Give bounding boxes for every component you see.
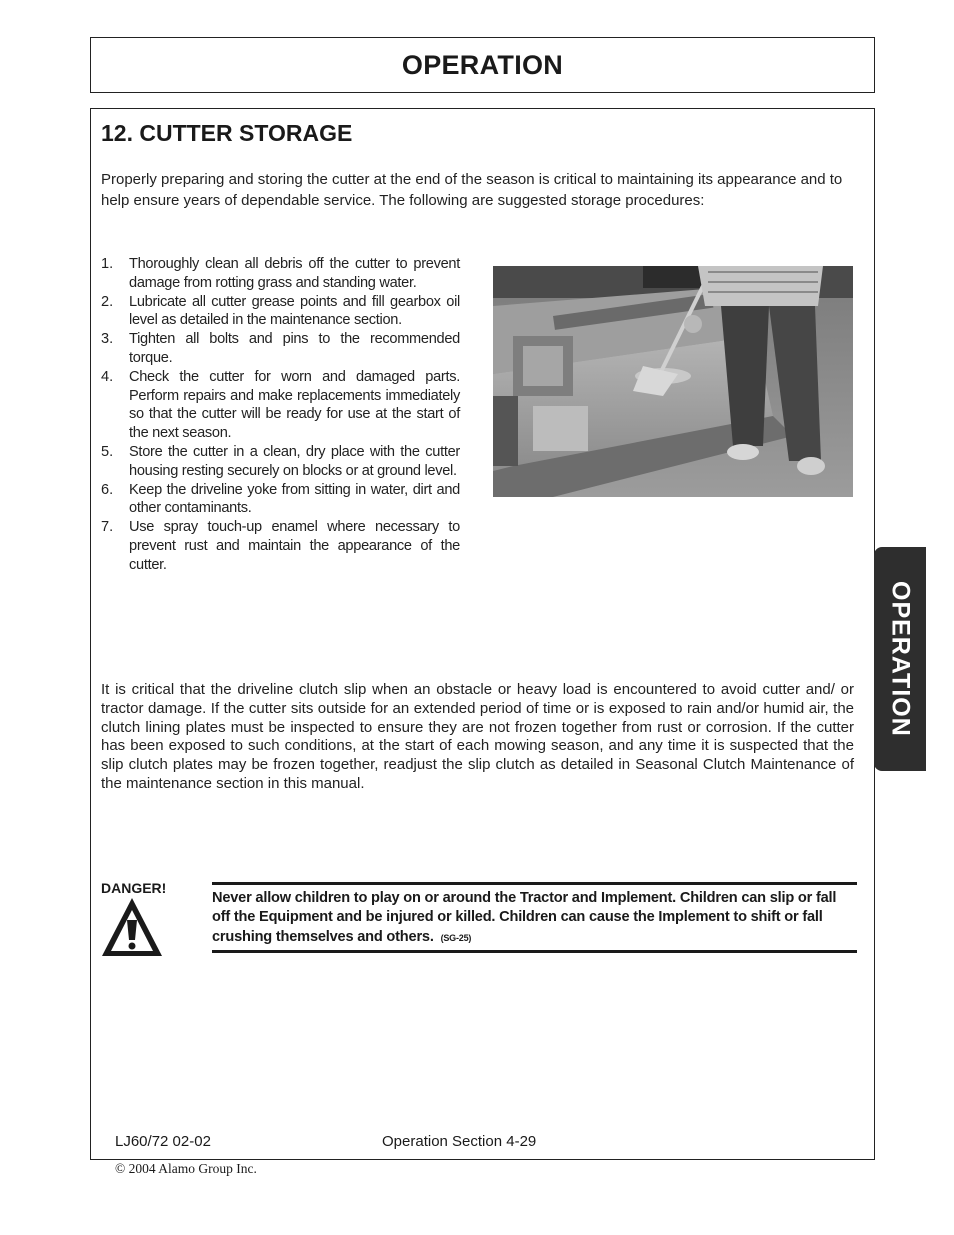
step-number: 3. (101, 331, 114, 348)
clutch-paragraph: It is critical that the driveline clutch slip when an obstacle or heavy load is encountered to avoid cutter and/ or tractor damage. If the cutter sits outside for an extended period of time or is exposed to rain and/or humid air, the clutch lining plates must be inspected to ensure they are not frozen together from rust or corrosion. If the cutter has been exposed to such conditions, at the start of each mowing season, and any time it is suspected that the slip clutch plates may be frozen together, readjust the slip clutch as detailed in Seasonal Clutch Maintenance of the maintenance section in this manual. (101, 681, 854, 792)
storage-steps-list (101, 255, 460, 575)
list-item (101, 443, 460, 481)
danger-text: Never allow children to play on or around the Tractor and Implement. Children can slip or fall off the Equipment and be injured or killed. Children can cause the Implement to shift or fall crushing themselves and others. (212, 890, 837, 945)
list-item (101, 255, 460, 293)
intro-paragraph: Properly preparing and storing the cutter at the end of the season is critical to maintaining its appearance and to help ensure years of dependable service. The following are suggested storage procedures: (101, 171, 843, 209)
side-tab-label: OPERATION (886, 581, 915, 737)
step-text: Store the cutter in a clean, dry place with the cutter housing resting securely on blocks or at ground level. (129, 443, 460, 479)
step-text: Keep the driveline yoke from sitting in water, dirt and other contaminants. (129, 481, 460, 517)
step-text: Thoroughly clean all debris off the cutter to prevent damage from rotting grass and standing water. (129, 256, 460, 291)
danger-message (212, 889, 858, 948)
list-item (101, 518, 460, 574)
copyright: © 2004 Alamo Group Inc. (115, 1161, 257, 1176)
step-text: Tighten all bolts and pins to the recommended torque. (129, 331, 460, 366)
footer-page-number: Operation Section 4-29 (382, 1133, 537, 1150)
danger-rule-bottom (212, 950, 857, 953)
step-text: Use spray touch-up enamel where necessary to prevent rust and maintain the appearance of the cutter. (129, 519, 460, 573)
header-title: OPERATION (401, 49, 564, 80)
list-item (101, 481, 460, 519)
cutter-cleaning-photo (493, 266, 853, 497)
page-header (90, 37, 875, 93)
side-tab-operation (874, 547, 926, 771)
step-number: 1. (101, 256, 114, 272)
danger-label: DANGER! (101, 880, 167, 896)
step-text: Check the cutter for worn and damaged parts. Perform repairs and make replacements immediately so that the cutter will be ready for use at the start of the next season. (129, 368, 460, 442)
danger-code: (SG-25) (440, 932, 472, 943)
step-number: 6. (101, 481, 114, 498)
step-number: 4. (101, 368, 114, 385)
step-text: Lubricate all cutter grease points and fill gearbox oil level as detailed in the maintenance section. (129, 293, 460, 329)
footer-model: LJ60/72 02-02 (115, 1133, 211, 1150)
danger-rule-top (212, 882, 857, 885)
warning-triangle-icon (100, 896, 164, 958)
step-number: 5. (101, 443, 114, 460)
list-item (101, 293, 460, 331)
section-title: 12. CUTTER STORAGE (101, 120, 353, 146)
list-item (101, 368, 460, 443)
list-item (101, 330, 460, 368)
step-number: 2. (101, 293, 114, 310)
step-number: 7. (101, 519, 114, 536)
